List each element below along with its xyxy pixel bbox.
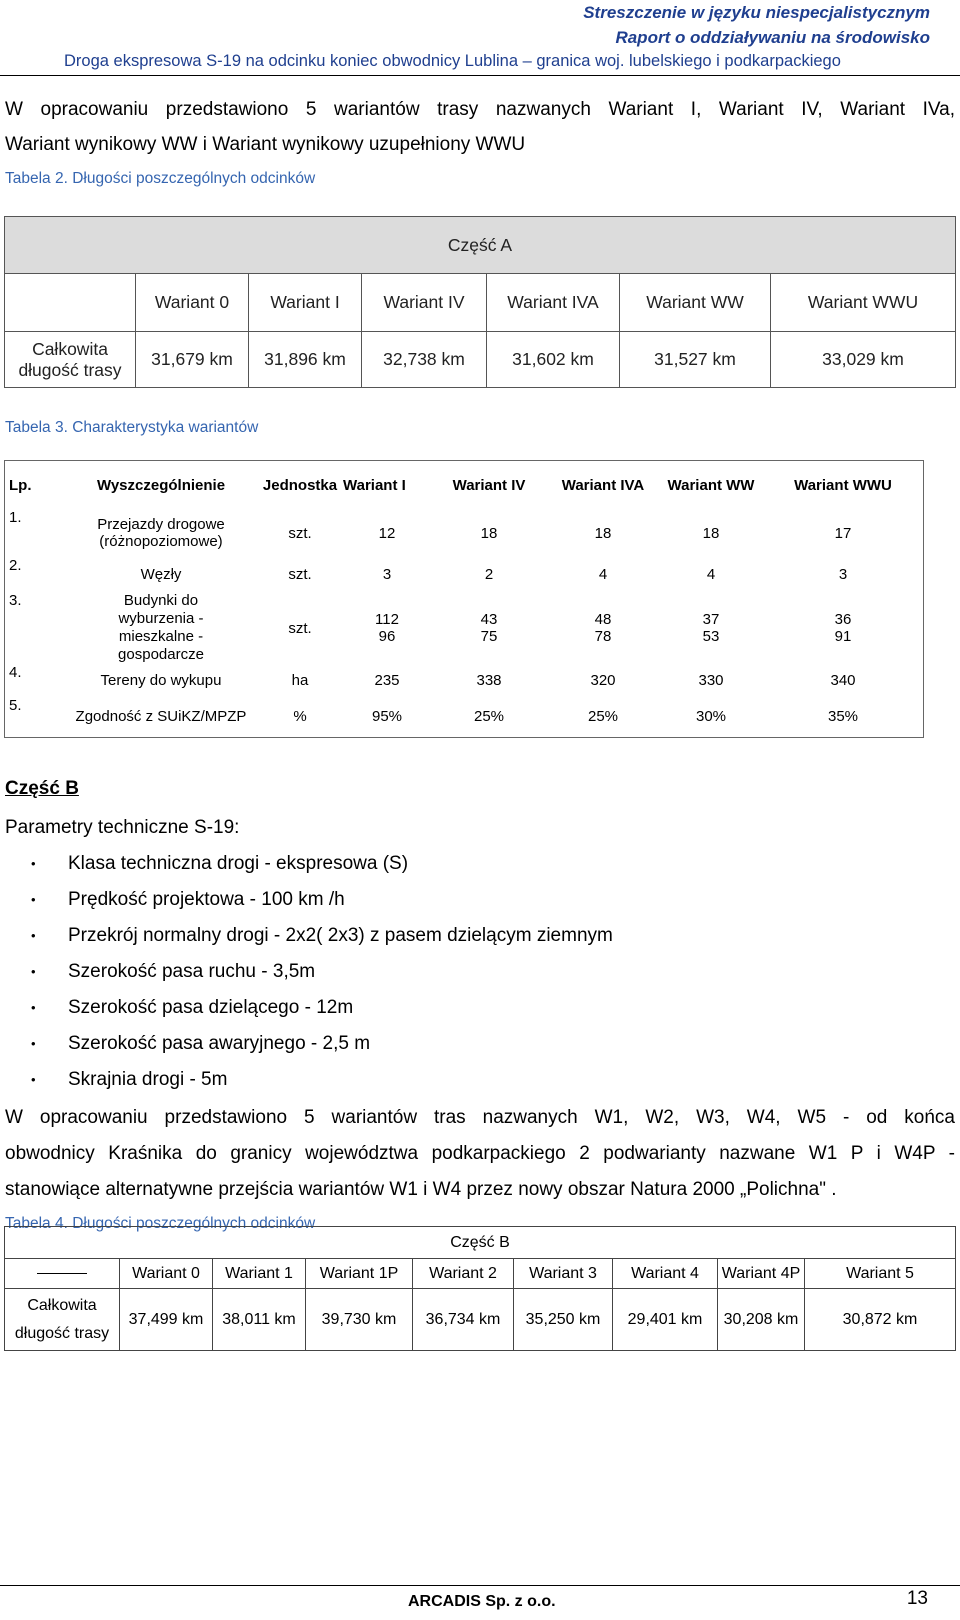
table3-cell: 3 (838, 566, 848, 583)
partb-para-line-1: W opracowaniu przedstawiono 5 wariantów tras nazwanych W1, W2, W3, W4, W5 - od końca (5, 1107, 955, 1128)
table4-cell: 30,872 km (805, 1289, 956, 1351)
table3-lp: 5. (9, 697, 22, 714)
list-item: • Szerokość pasa awaryjnego - 2,5 m (0, 1026, 613, 1062)
table4-cell: 30,208 km (718, 1289, 805, 1351)
table3-cell: 18 (480, 524, 498, 542)
table4-caption: Tabela 4. Długości poszczególnych odcinków (5, 1215, 316, 1232)
header-rule (0, 75, 960, 76)
table3-unit: szt. (288, 566, 312, 583)
intro-line-1: W opracowaniu przedstawiono 5 wariantów trasy nazwanych Wariant I, Wariant IV, Wariant IVa, (5, 99, 955, 120)
table-row (5, 697, 924, 737)
table4-cell: 35,250 km (514, 1289, 613, 1351)
table3-unit: % (293, 708, 307, 726)
table-row (5, 592, 924, 664)
partb-para-line-2: obwodnicy Kraśnika do granicy województwa podkarpackiego 2 podwarianty nazwane W1 P i W4P - (5, 1143, 955, 1164)
table4-header: Wariant 4P (718, 1259, 805, 1289)
table3-cell: 36 91 (834, 611, 852, 645)
table3-cell: 18 (594, 524, 612, 542)
list-item: • Prędkość projektowa - 100 km /h (0, 882, 613, 918)
table3-header: Wyszczególnienie (96, 476, 226, 494)
table3-cell: 4 (706, 566, 716, 583)
table3-lp: 4. (9, 664, 22, 681)
params-title: Parametry techniczne S-19: (5, 817, 240, 838)
table3-unit: szt. (288, 619, 312, 637)
table4-header: Wariant 0 (120, 1259, 213, 1289)
table3-cell: 25% (473, 708, 505, 726)
table3-cell: 37 53 (702, 611, 720, 645)
table2-cell: 31,527 km (620, 332, 771, 388)
table2-caption: Tabela 2. Długości poszczególnych odcinków (5, 170, 316, 187)
intro-line-2: Wariant wynikowy WW i Wariant wynikowy uzupełniony WWU (5, 134, 526, 155)
table3 (4, 460, 924, 738)
table4-header: Wariant 4 (613, 1259, 718, 1289)
table2-header: Wariant WW (620, 274, 771, 332)
table3-cell: 12 (378, 524, 396, 542)
table-row (5, 557, 924, 592)
page-number: 13 (906, 1588, 928, 1609)
table2-cell: 32,738 km (362, 332, 487, 388)
list-item: • Szerokość pasa ruchu - 3,5m (0, 954, 613, 990)
table4-section: Część B (5, 1227, 956, 1259)
table3-header: Lp. (9, 476, 32, 494)
table2 (4, 216, 956, 388)
table3-name: Zgodność z SUiKZ/MPZP (75, 708, 247, 726)
table-row (5, 509, 924, 557)
table3-header: Wariant WW (667, 476, 755, 494)
table3-cell: 340 (830, 672, 856, 689)
table3-cell: 48 78 (594, 611, 612, 645)
table3-cell: 3 (382, 566, 392, 583)
table3-lp: 2. (9, 557, 22, 574)
table3-name: Węzły (140, 566, 182, 583)
table2-header: Wariant 0 (136, 274, 249, 332)
params-list (0, 846, 613, 1098)
table3-cell: 338 (476, 672, 502, 689)
table3-cell: 35% (827, 708, 859, 726)
table4-header: Wariant 2 (413, 1259, 514, 1289)
footer-rule (0, 1585, 960, 1586)
table2-corner (5, 274, 136, 332)
table3-header: Wariant IV (452, 476, 526, 494)
list-item: • Skrajnia drogi - 5m (0, 1062, 613, 1098)
table4-cell: 37,499 km (120, 1289, 213, 1351)
table2-header: Wariant I (249, 274, 362, 332)
table3-unit: ha (291, 672, 309, 689)
table3-unit: szt. (288, 524, 312, 542)
table4 (4, 1226, 956, 1351)
table2-row-label: Całkowita długość trasy (5, 332, 136, 388)
table3-lp: 1. (9, 509, 22, 526)
table2-header: Wariant WWU (771, 274, 956, 332)
section-b-title: Część B (5, 778, 79, 799)
table4-header: Wariant 3 (514, 1259, 613, 1289)
header-subtitle: Raport o oddziaływaniu na środowisko (615, 28, 930, 47)
list-item: • Szerokość pasa dzielącego - 12m (0, 990, 613, 1026)
table2-header: Wariant IV (362, 274, 487, 332)
table3-header: Jednostka (262, 476, 338, 494)
table3-cell: 18 (702, 524, 720, 542)
header-title: Streszczenie w języku niespecjalistycznym (583, 3, 930, 22)
header-project: Droga ekspresowa S-19 na odcinku koniec obwodnicy Lublina – granica woj. lubelskiego i podkarpackiego (64, 52, 841, 70)
table3-cell: 95% (371, 708, 403, 726)
list-item: • Klasa techniczna drogi - ekspresowa (S) (0, 846, 613, 882)
table4-cell: 36,734 km (413, 1289, 514, 1351)
table3-cell: 235 (374, 672, 400, 689)
table2-cell: 31,896 km (249, 332, 362, 388)
dash-mark (37, 1273, 87, 1274)
table3-cell: 112 96 (375, 611, 399, 645)
partb-para-line-3: stanowiące alternatywne przejścia wariantów W1 i W4 przez nowy obszar Natura 2000 „Polichna" . (5, 1179, 837, 1200)
table3-lp: 3. (9, 592, 22, 609)
table3-cell: 25% (587, 708, 619, 726)
table3-header: Wariant I (343, 476, 406, 494)
table3-header: Wariant WWU (794, 476, 892, 494)
table4-cell: 29,401 km (613, 1289, 718, 1351)
table4-corner (5, 1259, 120, 1289)
table4-cell: 39,730 km (306, 1289, 413, 1351)
table3-cell: 320 (590, 672, 616, 689)
table2-section: Część A (5, 217, 956, 274)
table3-name: Tereny do wykupu (100, 672, 222, 689)
table3-name: Budynki do wyburzenia -mieszkalne -gospodarcze (118, 592, 204, 663)
footer-company: ARCADIS Sp. z o.o. (408, 1593, 556, 1610)
table3-caption: Tabela 3. Charakterystyka wariantów (5, 419, 259, 436)
table4-header: Wariant 1 (213, 1259, 306, 1289)
table-row (5, 664, 924, 697)
list-item: • Przekrój normalny drogi - 2x2( 2x3) z pasem dzielącym ziemnym (0, 918, 613, 954)
table3-cell: 17 (834, 524, 852, 542)
table3-cell: 2 (484, 566, 494, 583)
table2-cell: 31,679 km (136, 332, 249, 388)
table2-header: Wariant IVA (487, 274, 620, 332)
table4-cell: 38,011 km (213, 1289, 306, 1351)
table3-header: Wariant IVA (561, 476, 645, 494)
table3-name: Przejazdy drogowe (różnopoziomowe) (97, 516, 225, 550)
table4-header: Wariant 1P (306, 1259, 413, 1289)
table3-cell: 43 75 (480, 611, 498, 645)
table3-cell: 4 (598, 566, 608, 583)
table4-header: Wariant 5 (805, 1259, 956, 1289)
table3-cell: 330 (698, 672, 724, 689)
table3-cell: 30% (695, 708, 727, 726)
table2-cell: 31,602 km (487, 332, 620, 388)
table4-row-label: Całkowita długość trasy (5, 1289, 120, 1351)
table2-cell: 33,029 km (771, 332, 956, 388)
